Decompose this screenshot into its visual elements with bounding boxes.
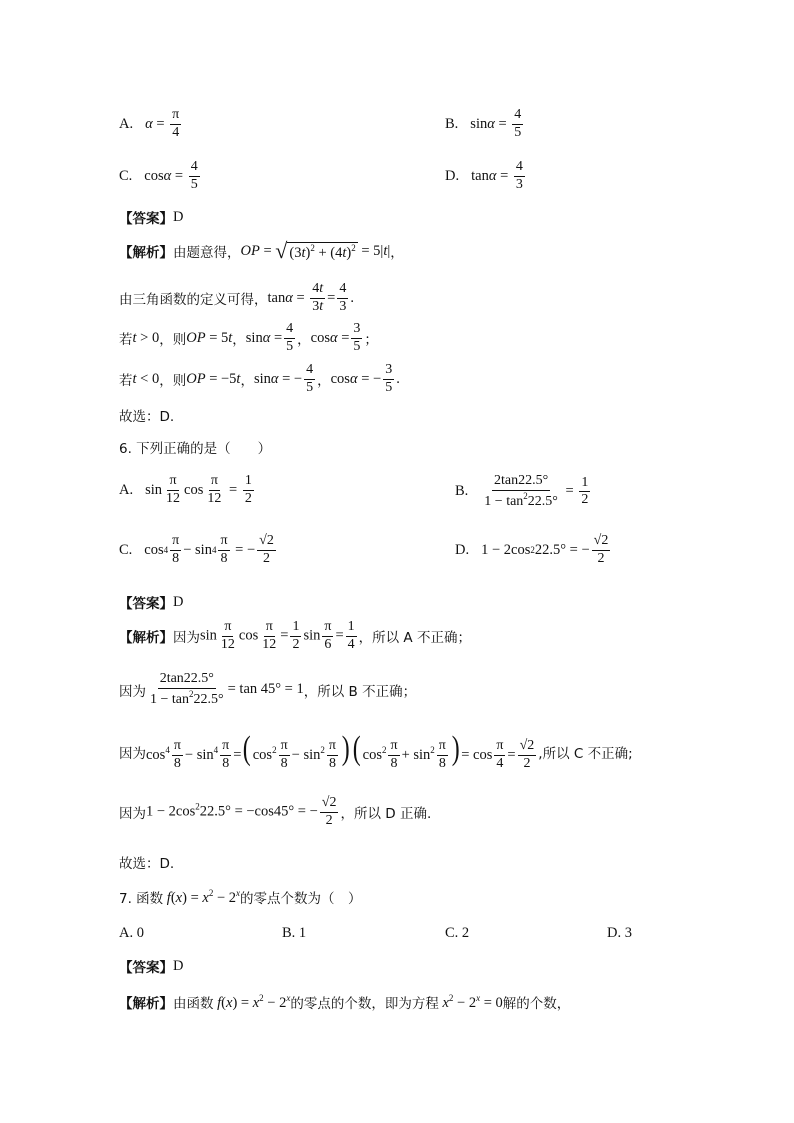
q5-analysis-line3: 若 t > 0 ，则 OP = 5t ， sinα = $\frac{4}{5}$ ， cosα = $\frac{3}{5}$ ； bbox=[119, 321, 378, 354]
answer-tag: 【答案】 bbox=[119, 960, 173, 976]
q5-analysis-line2: 由三角函数的定义可得， tanα = $\frac{4t}{3t}$ = $\frac{4}{3}$ . bbox=[119, 281, 354, 314]
option-label: A. bbox=[119, 481, 134, 498]
analysis-text: ，则 bbox=[159, 373, 187, 390]
option-label: C. bbox=[119, 167, 133, 184]
q5-option-c: C. cos α = $\frac{4}{5}$ bbox=[119, 159, 198, 192]
analysis-text: ，所以 D 正确. bbox=[340, 806, 432, 823]
option-label: B. bbox=[455, 483, 469, 500]
q5-option-a: A. α = $\frac{\pi}{4}$ bbox=[119, 107, 180, 140]
analysis-tag: 【解析】 bbox=[119, 630, 173, 647]
analysis-text: ，则 bbox=[159, 332, 187, 349]
q6-option-c: C. cos 4 $\frac{\pi}{8}$ − sin 4 $\frac{\pi}{8}$ = − $\frac{√2}{2}$ bbox=[119, 533, 274, 566]
option-label: D. bbox=[455, 541, 470, 558]
analysis-tag: 【解析】 bbox=[119, 996, 173, 1012]
analysis-text: 因为 bbox=[119, 745, 146, 762]
stem-text: 7. 函数 bbox=[119, 891, 164, 907]
q5-analysis-line4: 若 t < 0 ，则 OP = −5t ， sinα = − $\frac{4}{5}$ ， cosα = − $\frac{3}{5}$ . bbox=[119, 362, 400, 395]
analysis-text: 解的个数， bbox=[502, 996, 571, 1012]
q7-answer bbox=[119, 956, 183, 976]
q6-stem: 6. 下列正确的是（ ） bbox=[119, 441, 272, 457]
q5-analysis-line1: 【解析】 由题意得， OP = √ $(3t)^2 + (4t)^2$ = 5|t| ， bbox=[119, 238, 404, 263]
answer-tag: 【答案】 bbox=[119, 211, 173, 227]
analysis-text: 因为 bbox=[119, 683, 146, 700]
option-label: B. bbox=[445, 115, 459, 132]
analysis-text: 若 bbox=[119, 332, 133, 349]
answer-value: D bbox=[173, 208, 184, 225]
q6-conclusion: 故选：D. bbox=[119, 856, 175, 872]
q6-analysis-b: 因为 $\frac{2\tan 22.5^\circ}{1 - \tan^222.5^\circ}$ = tan 45° = 1 ，所以 B 不正确； bbox=[119, 671, 417, 707]
q7-analysis: 【解析】 由函数 $f(x) = x^2 - 2^x$ 的零点的个数，即为方程 $x^2 - 2^x = 0$ 解的个数， bbox=[119, 992, 571, 1012]
analysis-text: 因为 bbox=[119, 806, 146, 823]
q6-option-d: D. 1 − 2cos 2 22.5° = − $\frac{√2}{2}$ bbox=[455, 533, 609, 566]
analysis-text: ，所以 A 不正确； bbox=[358, 630, 471, 647]
analysis-text: 由题意得， bbox=[173, 245, 241, 261]
stem-text: 的零点个数为（ ） bbox=[240, 891, 362, 907]
analysis-text: 由三角函数的定义可得， bbox=[119, 292, 268, 309]
option-label: A. bbox=[119, 115, 134, 132]
q6-option-a: A. sin $\frac{\pi}{12}$ cos $\frac{\pi}{12}$ = $\frac{1}{2}$ bbox=[119, 473, 252, 506]
analysis-text: ,所以 C 不正确; bbox=[538, 745, 633, 762]
option-label: C. bbox=[119, 541, 133, 558]
q7-option-d: D. 3 bbox=[607, 925, 632, 941]
analysis-text: 的零点的个数，即为方程 bbox=[290, 996, 439, 1012]
analysis-text: 若 bbox=[119, 373, 133, 390]
q5-option-d: D. tan α = $\frac{4}{3}$ bbox=[445, 159, 523, 192]
analysis-text: 由函数 bbox=[173, 996, 214, 1012]
q7-option-c: C. 2 bbox=[445, 925, 470, 941]
q6-option-b: B. $\frac{2\tan 22.5^\circ}{1 - \tan^222.5^\circ}$ = $\frac{1}{2}$ bbox=[455, 473, 589, 509]
answer-tag: 【答案】 bbox=[119, 596, 173, 612]
answer-value: D bbox=[173, 593, 184, 610]
analysis-text: ，所以 B 不正确； bbox=[303, 683, 417, 700]
q6-analysis-d: 因为 $1 - 2\cos^222.5^\circ = -\cos 45^\circ$ = − $\frac{√2}{2}$ ，所以 D 正确. bbox=[119, 795, 432, 828]
q7-option-b: B. 1 bbox=[282, 925, 307, 941]
q5-answer bbox=[119, 207, 183, 227]
q6-analysis-a: 【解析】 因为 sin $\frac{\pi}{12}$ cos $\frac{\pi}{12}$ = $\frac{1}{2}$ sin $\frac{\pi}{6}$ = $\frac{1}{4}$ ，所以 A 不正确； bbox=[119, 619, 471, 652]
q6-analysis-c: 因为 $\cos^4$ $\frac{\pi}{8}$ − $\sin^4$ $\frac{\pi}{8}$ =( $\cos^2$ $\frac{\pi}{8}$ − $\sin^2$ $\frac{\pi}{8}$ )( $\cos^2$ $\frac{\pi}{8}$ + $\sin^2$ $\frac{\pi}{8}$ ) = cos $\frac{\pi}{4}$ = $\frac{√2}{2}$ ,所以 C 不正确; bbox=[119, 730, 633, 772]
analysis-text: 因为 bbox=[173, 630, 200, 647]
q6-answer bbox=[119, 592, 183, 612]
answer-value: D bbox=[173, 957, 184, 974]
option-label: D. bbox=[445, 167, 460, 184]
q5-option-b: B. sin α = $\frac{4}{5}$ bbox=[445, 107, 522, 140]
analysis-tag: 【解析】 bbox=[119, 245, 173, 261]
q7-option-a: A. 0 bbox=[119, 925, 144, 941]
q7-stem: 7. 函数 $f(x) = x^2 - 2^x$ 的零点个数为（ ） bbox=[119, 887, 362, 907]
q5-conclusion: 故选：D. bbox=[119, 409, 175, 425]
